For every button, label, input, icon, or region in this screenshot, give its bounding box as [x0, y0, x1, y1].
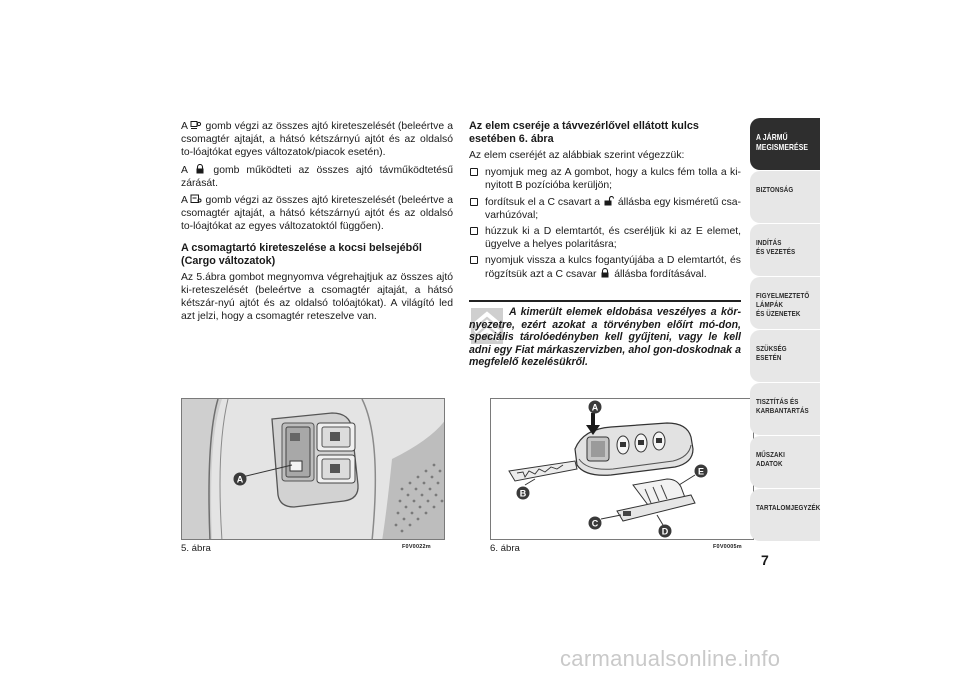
list-item: nyomjuk meg az A gombot, hogy a kulcs fém tolla a ki-nyitott B pozícióba kerüljön;: [469, 166, 741, 192]
tab-emergency[interactable]: SZÜKSÉG ESETÉN: [750, 330, 820, 382]
tab-warning-lights[interactable]: FIGYELMEZTETŐ LÁMPÁK ÉS ÜZENETEK: [750, 277, 820, 329]
tab-index[interactable]: TARTALOMJEGYZÉK: [750, 489, 820, 541]
tab-safety[interactable]: BIZTONSÁG: [750, 171, 820, 223]
section-heading-battery: Az elem cseréje a távvezérlővel ellátott kulcs esetében 6. ábra: [469, 120, 699, 145]
open-padlock-icon: [603, 196, 615, 206]
figure-5-code: F0V0022m: [402, 544, 431, 550]
warning-box: [469, 300, 741, 380]
paragraph-unlock-button: A gomb végzi az összes ajtó kireteszelését (beleértve a csomagtér ajtaját, a hátsó kétszárnyú ajtót és az oldalsó to-lóajtókat egyes változatok/piacok esetén).: [181, 121, 453, 159]
paragraph-lock-button: A gomb működteti az összes ajtó távműködtetésű zárását.: [181, 164, 453, 189]
left-column: [181, 120, 453, 327]
fig6-label-d: D: [661, 526, 669, 537]
padlock-icon: [194, 164, 206, 174]
fig5-label-a: A: [236, 474, 244, 485]
fig6-label-a: A: [591, 402, 599, 413]
figure-6-caption: 6. ábra: [490, 543, 520, 554]
right-column: [469, 120, 741, 284]
checkbox-bullet-icon: [470, 168, 478, 176]
checkbox-bullet-icon: [470, 256, 478, 264]
figure-5-caption: 5. ábra: [181, 543, 211, 554]
fig6-label-e: E: [697, 466, 705, 477]
list-item: nyomjuk vissza a kulcs fogantyújába a D elemtartót, és rögzítsük azt a C csavar állásba fordításával.: [469, 254, 741, 280]
list-item: húzzuk ki a D elemtartót, és cseréljük ki az E elemet, ügyelve a helyes polaritásra;: [469, 225, 741, 251]
figure-6-key-battery: [490, 398, 754, 540]
page-number: 7: [761, 552, 769, 568]
list-item: fordítsuk el a C csavart a állásba egy kisméretű csa-varhúzóval;: [469, 196, 741, 222]
step-list: [469, 166, 741, 281]
paragraph-cargo: Az 5.ábra gombot megnyomva végrehajtjuk az összes ajtó ki-reteszelését (beleértve a csomagtér ajtaját, a hátsó kétszár-nyú ajtót és az oldalsó tolóajtókat). A világító led azt jelzi, hogy a csomagtér reteszelve van.: [181, 271, 453, 323]
paragraph-trunk-button: A gomb végzi az összes ajtó kireteszelését (beleértve a csomagtér ajtaját, a hátsó kétszárnyú ajtót és az oldalsó to-lóajtókat az egyes változatoktól függően).: [181, 195, 453, 233]
watermark: carmanualsonline.info: [560, 646, 781, 671]
door-panel-illustration: [182, 399, 445, 540]
tab-starting-driving[interactable]: INDÍTÁS ÉS VEZETÉS: [750, 224, 820, 276]
fig6-label-c: C: [591, 518, 599, 529]
warning-divider: [469, 300, 741, 302]
tab-maintenance[interactable]: TISZTÍTÁS ÉS KARBANTARTÁS: [750, 383, 820, 435]
closed-padlock-icon: [599, 268, 611, 278]
key-illustration: [491, 399, 754, 540]
tab-vehicle-overview[interactable]: A JÁRMŰ MEGISMERÉSE: [750, 118, 820, 170]
unlock-key-icon: [190, 120, 202, 130]
warning-text: A kimerült elemek eldobása veszélyes a kör-nyezetre, ezért azokat a törvényben előírt mó-don, speciális tárolóedényben kell gyűjteni, vagy le kell adni egy Fiat márkaszervizben, ahol gon-doskodnak a megfelelő kezelésükről.: [469, 306, 741, 369]
trunk-unlock-icon: [190, 194, 202, 204]
checkbox-bullet-icon: [470, 198, 478, 206]
section-heading-cargo: A csomagtartó kireteszelése a kocsi belsejéből (Cargo változatok): [181, 241, 422, 267]
checkbox-bullet-icon: [470, 227, 478, 235]
paragraph-intro: Az elem cseréjét az alábbiak szerint végezzük:: [469, 150, 685, 161]
figure-5-door-switch: [181, 398, 445, 540]
fig6-label-b: B: [519, 488, 527, 499]
tab-technical-data[interactable]: MŰSZAKI ADATOK: [750, 436, 820, 488]
figure-6-code: F0V0005m: [713, 544, 742, 550]
